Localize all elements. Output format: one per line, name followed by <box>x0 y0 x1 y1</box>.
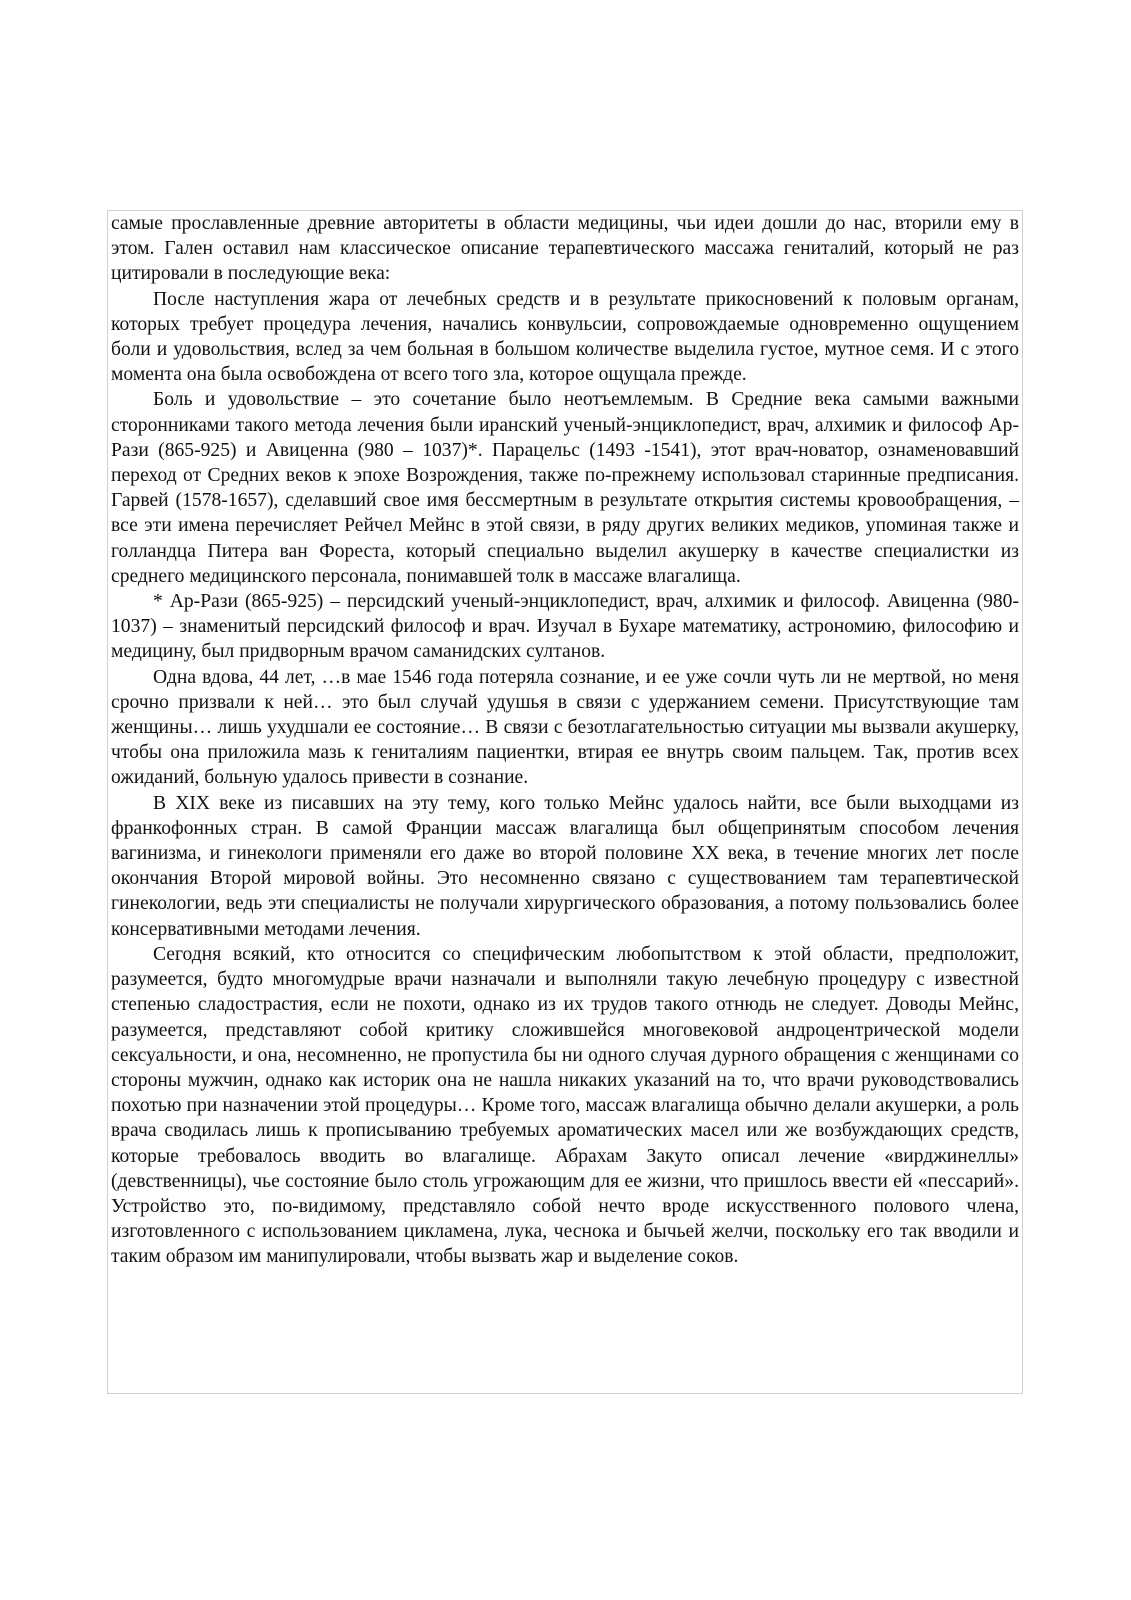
footnote-paragraph: * Ар-Рази (865-925) – персидский ученый-энциклопедист, врач, алхимик и философ. Авиценна (980-1037) – знаменитый персидский философ и врач. Изучал в Бухаре математику, астрономию, философию и медицину, был придворным врачом саманидских султанов. <box>111 591 1019 663</box>
paragraph-7: Сегодня всякий, кто относится со специфическим любопытством к этой области, предположит, разумеется, будто многомудрые врачи назначали и выполняли такую лечебную процедуру с известной степенью сладострастия, если не похоти, однако из их трудов такого отнюдь не следует. Доводы Мейнс, разумеется, представляют собой критику сложившейся многовековой андроцентрической модели сексуальности, и она, несомненно, не пропустила бы ни одного случая дурного обращения с женщинами со стороны мужчин, однако как историк она не нашла никаких указаний на то, что врачи руководствовались похотью при назначении этой процедуры… Кроме того, массаж влагалища обычно делали акушерки, а роль врача сводилась лишь к прописыванию требуемых ароматических масел или же возбуждающих средств, которые требовалось вводить во влагалище. Абрахам Закуто описал лечение «вирджинеллы» (девственницы), чье состояние было столь угрожающим для ее жизни, что пришлось ввести ей «пессарий». Устройство это, по-видимому, представляло собой нечто вроде искусственного полового члена, изготовленного с использованием цикламена, лука, чеснока и бычьей желчи, поскольку его так вводили и таким образом им манипулировали, чтобы вызвать жар и выделение соков. <box>111 943 1019 1268</box>
paragraph-3: Боль и удовольствие – это сочетание было неотъемлемым. В Средние века самыми важными сторонниками такого метода лечения были иранский ученый-энциклопедист, врач, алхимик и философ Ар-Рази (865-925) и Авиценна (980 – 1037)*. Парацельс (1493 -1541), этот врач-новатор, ознаменовавший переход от Средних веков к эпохе Возрождения, также по-прежнему использовал старинные предписания. Гарвей (1578-1657), сделавший свое имя бессмертным в результате открытия системы кровообращения, – все эти имена перечисляет Рейчел Мейнс в этой связи, в ряду других великих медиков, упоминая также и голландца Питера ван Фореста, который специально выделил акушерку в качестве специалистки из среднего медицинского персонала, понимавшей толк в массаже влагалища. <box>111 389 1019 587</box>
paragraph-5: Одна вдова, 44 лет, …в мае 1546 года потеряла сознание, и ее уже сочли чуть ли не мертвой, но меня срочно призвали к ней… это был случай удушья в связи с удержанием семени. Присутствующие там женщины… лишь ухудшали ее состояние… В связи с безотлагательностью ситуации мы вызвали акушерку, чтобы она приложила мазь к гениталиям пациентки, втирая ее внутрь своим пальцем. Так, против всех ожиданий, больную удалось привести в сознание. <box>111 666 1019 789</box>
paragraph-1: самые прославленные древние авторитеты в области медицины, чьи идеи дошли до нас, вторили ему в этом. Гален оставил нам классическое описание терапевтического массажа гениталий, который не раз цитировали в последующие века: <box>111 213 1019 285</box>
paragraph-6: В XIX веке из писавших на эту тему, кого только Мейнс удалось найти, все были выходцами из франкофонных стран. В самой Франции массаж влагалища был общепринятым способом лечения вагинизма, и гинекологи применяли его даже во второй половине XX века, в течение многих лет после окончания Второй мировой войны. Это несомненно связано с существованием там терапевтической гинекологии, ведь эти специалисты не получали хирургического образования, а потому пользовались более консервативными методами лечения. <box>111 792 1019 940</box>
paragraph-2: После наступления жара от лечебных средств и в результате прикосновений к половым органам, которых требует процедура лечения, начались конвульсии, сопровождаемые одновременно ощущением боли и удовольствия, вслед за чем больная в большом количестве выделила густое, мутное семя. И с этого момента она была освобождена от всего того зла, которое ощущала прежде. <box>111 288 1019 386</box>
text-body <box>107 210 1023 1394</box>
